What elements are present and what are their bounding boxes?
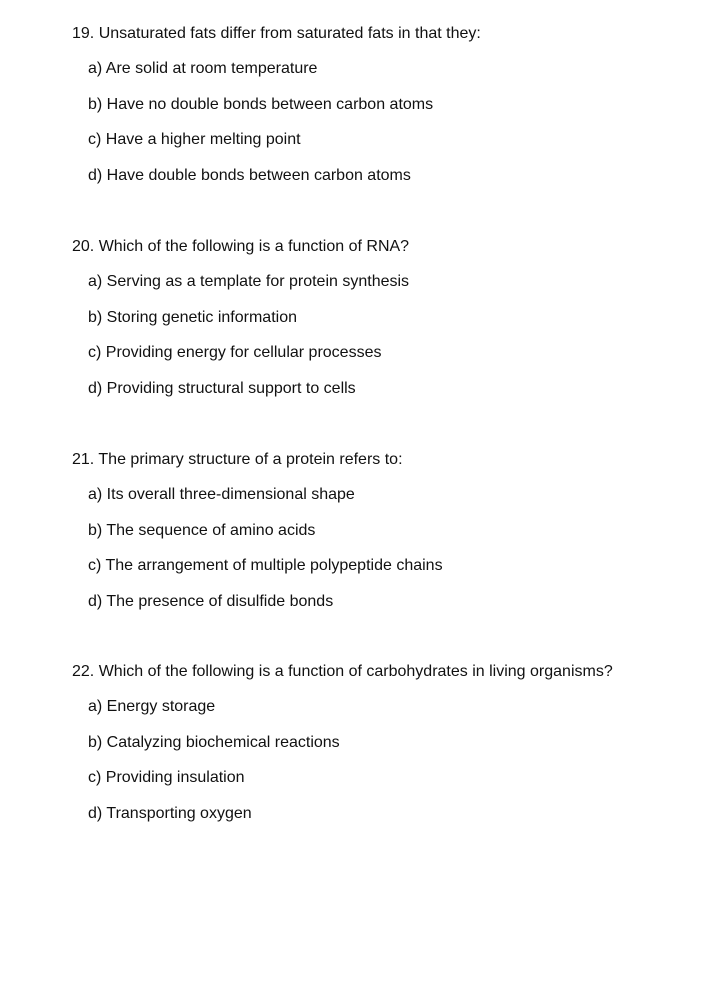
answer-option: a) Serving as a template for protein synthesis <box>88 273 410 291</box>
answer-option: b) Storing genetic information <box>88 308 297 326</box>
question-title: 21. The primary structure of a protein refers to: <box>72 451 403 468</box>
question-title: 22. Which of the following is a function of carbohydrates in living organisms? <box>72 663 613 680</box>
answer-option: c) The arrangement of multiple polypeptide chains <box>88 557 443 575</box>
answer-option: d) Providing structural support to cells <box>88 379 356 397</box>
question-title: 19. Unsaturated fats differ from saturated fats in that they: <box>72 25 481 42</box>
answer-option: a) Its overall three-dimensional shape <box>88 486 355 504</box>
answer-option: b) Catalyzing biochemical reactions <box>88 733 340 751</box>
answer-option: a) Are solid at room temperature <box>88 60 318 78</box>
question-19 <box>72 24 712 186</box>
answer-option: d) Transporting oxygen <box>88 804 252 822</box>
answer-option: b) The sequence of amino acids <box>88 521 316 539</box>
answer-option: a) Energy storage <box>88 698 216 716</box>
question-20 <box>72 237 712 399</box>
answer-option: c) Have a higher melting point <box>88 131 301 149</box>
answer-option: d) Have double bonds between carbon atoms <box>88 166 411 184</box>
question-22 <box>72 662 712 824</box>
answer-option: c) Providing insulation <box>88 769 245 787</box>
answer-options <box>72 59 712 185</box>
answer-option: c) Providing energy for cellular processes <box>88 344 382 362</box>
answer-option: b) Have no double bonds between carbon atoms <box>88 95 434 113</box>
answer-options <box>72 485 712 611</box>
answer-option: d) The presence of disulfide bonds <box>88 592 334 610</box>
question-21 <box>72 450 712 612</box>
answer-options <box>72 697 712 823</box>
answer-options <box>72 272 712 398</box>
question-title: 20. Which of the following is a function of RNA? <box>72 238 410 255</box>
